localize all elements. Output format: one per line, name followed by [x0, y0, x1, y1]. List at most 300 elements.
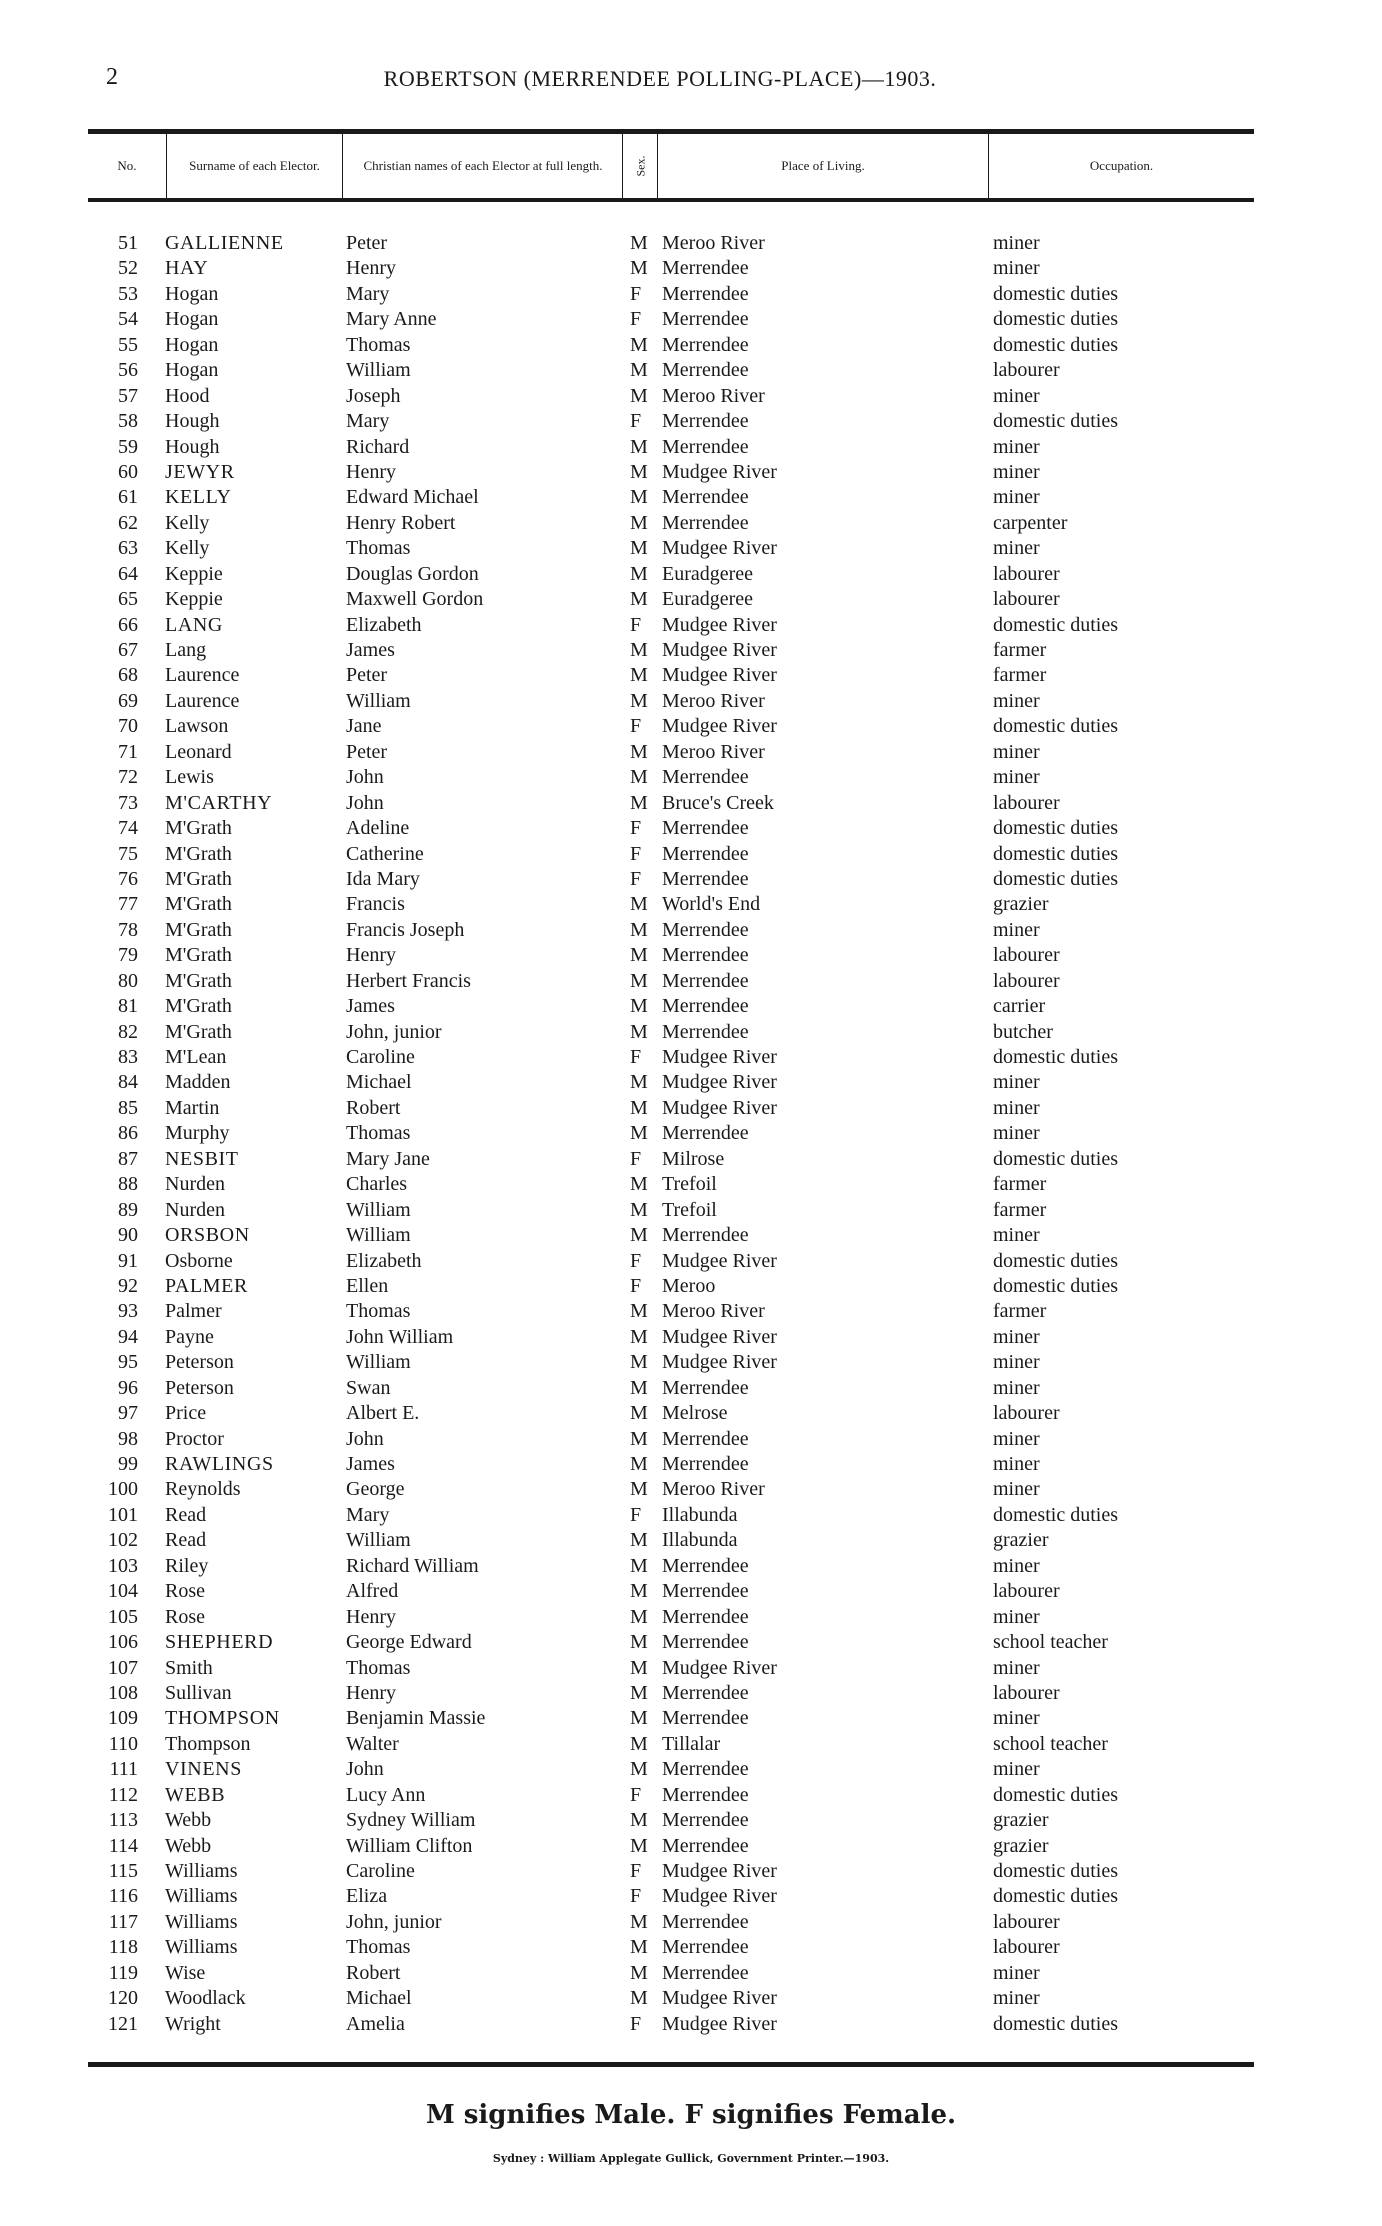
elector-sex: M	[630, 1427, 648, 1450]
elector-christian-names: Walter	[346, 1732, 399, 1755]
elector-number: 103	[108, 1554, 138, 1577]
elector-christian-names: Sydney William	[346, 1809, 476, 1832]
elector-number: 71	[118, 740, 138, 763]
column-header-christian: Christian names of each Elector at full length.	[344, 134, 623, 198]
elector-number: 59	[118, 435, 138, 458]
elector-christian-names: William	[346, 1529, 411, 1552]
elector-christian-names: Mary	[346, 410, 390, 433]
elector-occupation: labourer	[993, 1910, 1060, 1933]
elector-surname: Lewis	[165, 766, 214, 789]
elector-row	[0, 1706, 1382, 1731]
elector-occupation: farmer	[993, 1198, 1047, 1221]
elector-occupation: domestic duties	[993, 1147, 1118, 1170]
elector-christian-names: Thomas	[346, 1656, 411, 1679]
elector-occupation: grazier	[993, 1809, 1049, 1832]
elector-row	[0, 638, 1382, 663]
printer-imprint: Sydney : William Applegate Gullick, Government Printer.—1903.	[492, 2152, 890, 2165]
elector-occupation: domestic duties	[993, 333, 1118, 356]
elector-number: 113	[108, 1809, 138, 1832]
elector-christian-names: Eliza	[346, 1885, 388, 1908]
elector-christian-names: Thomas	[346, 537, 411, 560]
elector-surname: Lawson	[165, 715, 229, 738]
elector-christian-names: Douglas Gordon	[346, 562, 479, 585]
elector-number: 76	[118, 867, 138, 890]
elector-place-of-living: Merrendee	[662, 969, 749, 992]
elector-surname: Leonard	[165, 740, 232, 763]
elector-occupation: miner	[993, 1325, 1040, 1348]
elector-christian-names: Thomas	[346, 1122, 411, 1145]
elector-sex: M	[630, 1071, 648, 1094]
elector-place-of-living: Merrendee	[662, 817, 749, 840]
elector-christian-names: Edward Michael	[346, 486, 479, 509]
elector-row	[0, 1121, 1382, 1146]
elector-row	[0, 1935, 1382, 1960]
elector-row	[0, 282, 1382, 307]
elector-christian-names: William	[346, 1224, 411, 1247]
elector-number: 85	[118, 1096, 138, 1119]
elector-number: 67	[118, 639, 138, 661]
elector-row	[0, 892, 1382, 917]
elector-occupation: farmer	[993, 1173, 1047, 1196]
elector-sex: M	[630, 1809, 648, 1832]
elector-surname: VINENS	[165, 1758, 242, 1781]
elector-row	[0, 918, 1382, 943]
elector-occupation: grazier	[993, 893, 1049, 916]
elector-sex: F	[630, 842, 642, 865]
elector-row	[0, 1172, 1382, 1197]
elector-place-of-living: Mudgee River	[662, 639, 777, 661]
elector-row	[0, 765, 1382, 790]
elector-number: 89	[118, 1198, 138, 1221]
elector-sex: M	[630, 893, 648, 916]
elector-occupation: miner	[993, 486, 1040, 509]
elector-christian-names: Francis	[346, 893, 405, 916]
elector-occupation: labourer	[993, 588, 1060, 611]
elector-occupation: miner	[993, 1605, 1040, 1628]
elector-row	[0, 1554, 1382, 1579]
elector-place-of-living: Merrendee	[662, 842, 749, 865]
elector-occupation: butcher	[993, 1020, 1053, 1043]
elector-surname: Hogan	[165, 333, 219, 356]
elector-occupation: miner	[993, 257, 1040, 280]
elector-row	[0, 1299, 1382, 1324]
elector-occupation: domestic duties	[993, 308, 1118, 331]
elector-place-of-living: Meroo	[662, 1274, 716, 1297]
elector-occupation: miner	[993, 766, 1040, 789]
elector-sex: M	[630, 1224, 648, 1247]
elector-christian-names: Alfred	[346, 1580, 399, 1603]
column-header-sex	[624, 134, 658, 198]
elector-occupation: miner	[993, 1707, 1040, 1730]
elector-row	[0, 1325, 1382, 1350]
elector-place-of-living: Meroo River	[662, 1478, 765, 1501]
elector-occupation: domestic duties	[993, 715, 1118, 738]
elector-sex: M	[630, 1732, 648, 1755]
elector-christian-names: Richard William	[346, 1554, 479, 1577]
elector-sex: M	[630, 384, 648, 407]
elector-place-of-living: Merrendee	[662, 867, 749, 890]
elector-row	[0, 1452, 1382, 1477]
elector-surname: Nurden	[165, 1173, 225, 1196]
elector-place-of-living: Trefoil	[662, 1173, 717, 1196]
elector-christian-names: Francis Joseph	[346, 918, 465, 941]
elector-row	[0, 1401, 1382, 1426]
elector-surname: Price	[165, 1402, 207, 1425]
elector-christian-names: William	[346, 689, 411, 712]
elector-christian-names: John William	[346, 1325, 454, 1348]
elector-number: 58	[118, 410, 138, 433]
elector-occupation: miner	[993, 1224, 1040, 1247]
elector-number: 73	[118, 791, 138, 814]
elector-surname: Peterson	[165, 1351, 234, 1374]
elector-sex: M	[630, 1453, 648, 1475]
elector-surname: M'Grath	[165, 817, 232, 840]
elector-sex: F	[630, 1885, 642, 1908]
elector-occupation: domestic duties	[993, 1885, 1118, 1908]
elector-christian-names: Mary Anne	[346, 308, 437, 331]
elector-place-of-living: Mudgee River	[662, 1046, 777, 1068]
elector-place-of-living: Merrendee	[662, 333, 749, 356]
elector-row	[0, 1528, 1382, 1553]
elector-number: 53	[118, 282, 138, 305]
elector-surname: Webb	[165, 1809, 212, 1832]
elector-christian-names: Herbert Francis	[346, 969, 471, 992]
elector-sex: F	[630, 1503, 642, 1526]
elector-surname: M'Grath	[165, 842, 232, 865]
elector-number: 79	[118, 944, 138, 967]
elector-surname: Nurden	[165, 1198, 225, 1221]
elector-sex: M	[630, 740, 648, 763]
elector-surname: Hogan	[165, 282, 219, 305]
elector-place-of-living: Merrendee	[662, 1224, 749, 1247]
elector-row	[0, 663, 1382, 688]
elector-row	[0, 689, 1382, 714]
elector-christian-names: Ida Mary	[346, 867, 420, 890]
elector-surname: Smith	[165, 1656, 213, 1679]
elector-occupation: miner	[993, 1453, 1040, 1475]
elector-occupation: miner	[993, 689, 1040, 712]
elector-number: 98	[118, 1427, 138, 1450]
elector-christian-names: Caroline	[346, 1860, 415, 1882]
elector-surname: M'Grath	[165, 995, 232, 1018]
elector-christian-names: Ellen	[346, 1274, 389, 1297]
elector-surname: M'CARTHY	[165, 791, 273, 814]
elector-surname: GALLIENNE	[165, 232, 284, 254]
elector-occupation: miner	[993, 1758, 1040, 1781]
elector-place-of-living: Meroo River	[662, 689, 765, 712]
elector-row	[0, 1961, 1382, 1986]
elector-place-of-living: Mudgee River	[662, 664, 777, 687]
elector-place-of-living: Merrendee	[662, 1936, 749, 1959]
elector-surname: Read	[165, 1503, 207, 1526]
elector-number: 70	[118, 715, 138, 738]
elector-sex: M	[630, 1707, 648, 1730]
elector-surname: Hogan	[165, 359, 219, 382]
elector-sex: M	[630, 486, 648, 509]
elector-number: 64	[118, 562, 138, 585]
elector-place-of-living: Tillalar	[662, 1732, 721, 1755]
elector-christian-names: George Edward	[346, 1631, 472, 1654]
elector-surname: Lang	[165, 639, 207, 661]
elector-surname: Williams	[165, 1936, 238, 1959]
elector-place-of-living: Merrendee	[662, 1453, 749, 1475]
elector-number: 116	[108, 1885, 138, 1908]
elector-sex: F	[630, 1274, 642, 1297]
elector-number: 80	[118, 969, 138, 992]
elector-row	[0, 1198, 1382, 1223]
elector-number: 60	[118, 460, 138, 483]
elector-place-of-living: Merrendee	[662, 1605, 749, 1628]
elector-place-of-living: Bruce's Creek	[662, 791, 774, 814]
elector-number: 119	[108, 1961, 138, 1984]
elector-row	[0, 1732, 1382, 1757]
elector-place-of-living: Mudgee River	[662, 1656, 777, 1679]
elector-surname: Read	[165, 1529, 207, 1552]
elector-number: 117	[108, 1910, 138, 1933]
elector-place-of-living: Milrose	[662, 1147, 725, 1170]
elector-place-of-living: Merrendee	[662, 435, 749, 458]
elector-row	[0, 1020, 1382, 1045]
elector-christian-names: William	[346, 1198, 411, 1221]
elector-christian-names: James	[346, 995, 395, 1018]
elector-sex: M	[630, 995, 648, 1018]
elector-place-of-living: Mudgee River	[662, 2012, 777, 2035]
elector-place-of-living: Melrose	[662, 1402, 728, 1425]
elector-row	[0, 536, 1382, 561]
elector-surname: Williams	[165, 1910, 238, 1933]
elector-sex: M	[630, 944, 648, 967]
elector-christian-names: Thomas	[346, 333, 411, 356]
elector-surname: Kelly	[165, 537, 210, 560]
elector-row	[0, 1808, 1382, 1833]
elector-row	[0, 1376, 1382, 1401]
elector-surname: NESBIT	[165, 1147, 239, 1170]
elector-place-of-living: Mudgee River	[662, 1987, 777, 2010]
elector-number: 95	[118, 1351, 138, 1374]
elector-number: 68	[118, 664, 138, 687]
elector-number: 121	[108, 2012, 138, 2035]
elector-number: 56	[118, 359, 138, 382]
elector-place-of-living: Merrendee	[662, 1910, 749, 1933]
elector-number: 93	[118, 1300, 138, 1323]
elector-row	[0, 816, 1382, 841]
elector-sex: M	[630, 232, 648, 254]
elector-sex: M	[630, 1656, 648, 1679]
elector-row	[0, 867, 1382, 892]
elector-christian-names: James	[346, 1453, 395, 1475]
elector-sex: M	[630, 588, 648, 611]
elector-sex: M	[630, 1987, 648, 2010]
elector-surname: M'Grath	[165, 867, 232, 890]
elector-row	[0, 358, 1382, 383]
elector-sex: M	[630, 918, 648, 941]
elector-surname: M'Grath	[165, 918, 232, 941]
elector-sex: M	[630, 1402, 648, 1425]
elector-occupation: domestic duties	[993, 817, 1118, 840]
elector-christian-names: John	[346, 766, 384, 789]
column-header-surname: Surname of each Elector.	[167, 134, 343, 198]
elector-number: 102	[108, 1529, 138, 1552]
elector-number: 101	[108, 1503, 138, 1526]
elector-occupation: farmer	[993, 639, 1047, 661]
elector-occupation: miner	[993, 384, 1040, 407]
elector-row	[0, 307, 1382, 332]
footer-rule	[88, 2062, 1254, 2067]
elector-surname: Laurence	[165, 689, 240, 712]
elector-christian-names: Adeline	[346, 817, 410, 840]
elector-place-of-living: Merrendee	[662, 1020, 749, 1043]
elector-number: 81	[118, 995, 138, 1018]
elector-place-of-living: Merrendee	[662, 1580, 749, 1603]
elector-sex: M	[630, 664, 648, 687]
elector-number: 88	[118, 1173, 138, 1196]
elector-place-of-living: Merrendee	[662, 1758, 749, 1781]
elector-christian-names: Henry	[346, 460, 396, 483]
elector-surname: ORSBON	[165, 1224, 250, 1247]
elector-surname: KELLY	[165, 486, 232, 509]
elector-place-of-living: Merrendee	[662, 1427, 749, 1450]
elector-christian-names: Mary	[346, 1503, 390, 1526]
elector-sex: M	[630, 1910, 648, 1933]
elector-place-of-living: Meroo River	[662, 232, 765, 254]
elector-row	[0, 1274, 1382, 1299]
elector-occupation: labourer	[993, 359, 1060, 382]
elector-christian-names: Jane	[346, 715, 382, 738]
elector-christian-names: Peter	[346, 664, 388, 687]
elector-place-of-living: Merrendee	[662, 1631, 749, 1654]
elector-surname: Reynolds	[165, 1478, 241, 1501]
elector-sex: F	[630, 613, 642, 636]
column-header-place: Place of Living.	[658, 134, 989, 198]
elector-row	[0, 1605, 1382, 1630]
elector-sex: M	[630, 562, 648, 585]
elector-sex: M	[630, 1529, 648, 1552]
elector-number: 87	[118, 1147, 138, 1170]
elector-surname: M'Grath	[165, 944, 232, 967]
elector-number: 52	[118, 257, 138, 280]
elector-christian-names: Michael	[346, 1071, 412, 1094]
elector-number: 72	[118, 766, 138, 789]
elector-place-of-living: Merrendee	[662, 918, 749, 941]
elector-place-of-living: Merrendee	[662, 995, 749, 1018]
elector-place-of-living: Merrendee	[662, 1376, 749, 1399]
elector-place-of-living: Mudgee River	[662, 613, 777, 636]
elector-christian-names: John	[346, 1427, 384, 1450]
elector-sex: M	[630, 537, 648, 560]
header-bottom-rule	[88, 198, 1254, 202]
elector-sex: M	[630, 1605, 648, 1628]
elector-occupation: carrier	[993, 995, 1046, 1018]
elector-occupation: miner	[993, 1554, 1040, 1577]
elector-christian-names: William	[346, 359, 411, 382]
elector-surname: Rose	[165, 1580, 205, 1603]
elector-occupation: miner	[993, 1122, 1040, 1145]
elector-number: 84	[118, 1071, 138, 1094]
elector-sex: F	[630, 1147, 642, 1170]
elector-christian-names: John, junior	[346, 1020, 442, 1043]
elector-place-of-living: Euradgeree	[662, 562, 754, 585]
elector-surname: Palmer	[165, 1300, 222, 1323]
elector-surname: M'Grath	[165, 969, 232, 992]
elector-row	[0, 435, 1382, 460]
elector-christian-names: Catherine	[346, 842, 424, 865]
elector-surname: Madden	[165, 1071, 231, 1094]
elector-place-of-living: Merrendee	[662, 944, 749, 967]
elector-surname: Webb	[165, 1834, 212, 1857]
elector-sex: M	[630, 1198, 648, 1221]
elector-sex: M	[630, 1020, 648, 1043]
elector-number: 91	[118, 1249, 138, 1272]
elector-row	[0, 1986, 1382, 2011]
elector-row	[0, 1249, 1382, 1274]
elector-place-of-living: Merrendee	[662, 1122, 749, 1145]
elector-number: 110	[108, 1732, 138, 1755]
elector-place-of-living: Meroo River	[662, 384, 765, 407]
elector-row	[0, 1884, 1382, 1909]
elector-christian-names: Amelia	[346, 2012, 405, 2035]
elector-christian-names: Caroline	[346, 1046, 415, 1068]
elector-surname: Peterson	[165, 1376, 234, 1399]
elector-christian-names: Robert	[346, 1961, 401, 1984]
elector-occupation: labourer	[993, 791, 1060, 814]
elector-row	[0, 714, 1382, 739]
elector-place-of-living: Merrendee	[662, 1809, 749, 1832]
elector-row	[0, 1757, 1382, 1782]
elector-row	[0, 969, 1382, 994]
elector-sex: M	[630, 1834, 648, 1857]
elector-occupation: miner	[993, 1096, 1040, 1119]
elector-christian-names: John	[346, 791, 384, 814]
page-title: ROBERTSON (MERRENDEE POLLING-PLACE)—1903.	[383, 66, 937, 91]
elector-sex: M	[630, 1376, 648, 1399]
elector-place-of-living: Mudgee River	[662, 1351, 777, 1374]
column-header-sex-label: Sex.	[633, 155, 647, 177]
elector-sex: M	[630, 257, 648, 280]
elector-number: 74	[118, 817, 138, 840]
elector-surname: Wise	[165, 1961, 206, 1984]
elector-occupation: domestic duties	[993, 1249, 1118, 1272]
elector-row	[0, 1630, 1382, 1655]
elector-number: 62	[118, 511, 138, 534]
elector-row	[0, 1096, 1382, 1121]
elector-number: 83	[118, 1046, 138, 1068]
elector-row	[0, 256, 1382, 281]
elector-place-of-living: Merrendee	[662, 1961, 749, 1984]
elector-occupation: domestic duties	[993, 1860, 1118, 1882]
elector-place-of-living: Meroo River	[662, 1300, 765, 1323]
elector-number: 115	[108, 1860, 138, 1882]
elector-place-of-living: Mudgee River	[662, 1096, 777, 1119]
elector-sex: F	[630, 410, 642, 433]
elector-place-of-living: Meroo River	[662, 740, 765, 763]
elector-row	[0, 613, 1382, 638]
elector-sex: F	[630, 867, 642, 890]
elector-number: 94	[118, 1325, 138, 1348]
elector-sex: M	[630, 511, 648, 534]
elector-sex: F	[630, 715, 642, 738]
elector-occupation: miner	[993, 1351, 1040, 1374]
elector-place-of-living: World's End	[662, 893, 761, 916]
elector-place-of-living: Merrendee	[662, 257, 749, 280]
elector-sex: M	[630, 766, 648, 789]
elector-row	[0, 511, 1382, 536]
elector-sex: M	[630, 1478, 648, 1501]
elector-sex: F	[630, 282, 642, 305]
elector-row	[0, 1350, 1382, 1375]
elector-row	[0, 842, 1382, 867]
elector-surname: SHEPHERD	[165, 1631, 274, 1654]
elector-occupation: domestic duties	[993, 842, 1118, 865]
